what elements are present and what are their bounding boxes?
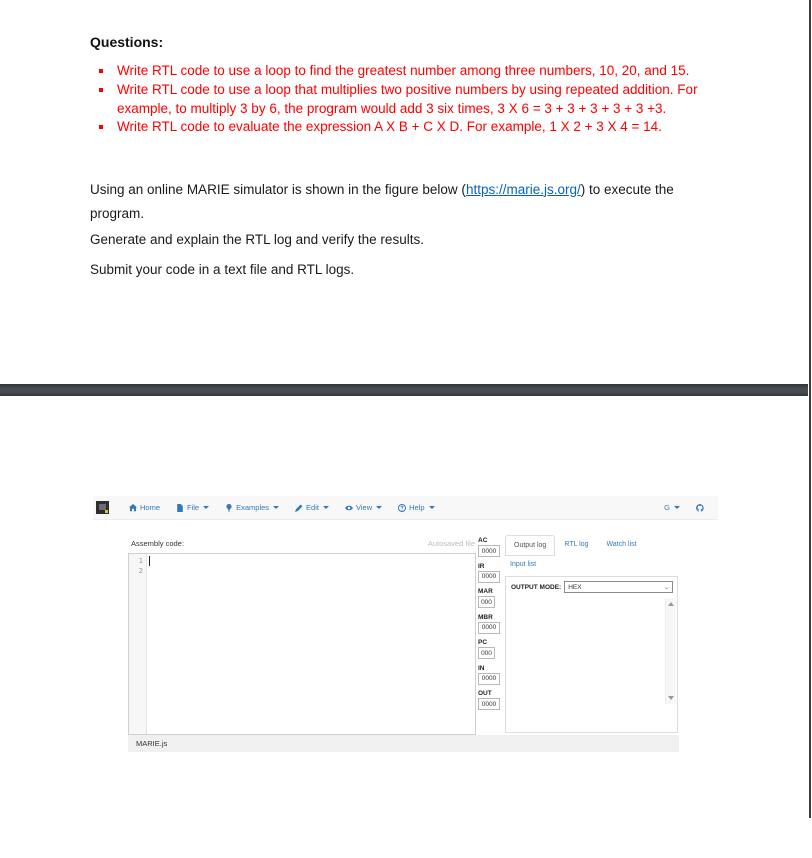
register-out — [478, 690, 502, 710]
assembly-code-editor[interactable] — [128, 553, 476, 735]
chevron-down-icon — [674, 506, 680, 509]
paragraph-submit-code: Submit your code in a text file and RTL logs. — [90, 261, 355, 277]
log-tabs — [505, 535, 678, 556]
lightbulb-icon — [225, 504, 233, 512]
github-link[interactable] — [688, 496, 712, 520]
text-cursor — [149, 556, 150, 566]
pencil-icon — [295, 504, 303, 512]
bullet-marker-icon — [99, 69, 103, 73]
nav-item-label: Examples — [236, 503, 270, 512]
register-ir — [478, 563, 502, 583]
scroll-up-icon[interactable] — [668, 602, 674, 606]
bullet-text: Write RTL code to evaluate the expression A X B + C X D. For example, 1 X 2 + 3 X 4 = 14. — [117, 119, 662, 135]
chevron-down-icon — [429, 506, 435, 509]
paragraph-generate-rtl: Generate and explain the RTL log and verify the results. — [90, 231, 424, 247]
output-mode-label: OUTPUT MODE: — [511, 583, 562, 591]
register-label: MBR — [478, 613, 493, 621]
output-log-panel — [505, 576, 678, 733]
bullet-text: Write RTL code to use a loop to find the greatest number among three numbers, 10, 20, and 15. — [117, 63, 690, 78]
register-value-field[interactable]: 0000 — [478, 622, 500, 634]
register-label: IN — [478, 664, 485, 672]
nav-item-home[interactable] — [121, 496, 168, 520]
chevron-down-icon — [203, 506, 209, 509]
register-label: PC — [478, 639, 488, 646]
register-value-field[interactable]: 000 — [478, 596, 495, 608]
register-mbr — [478, 614, 502, 634]
output-mode-select[interactable] — [564, 581, 673, 593]
footer-brand: MARIE.js — [136, 739, 168, 748]
nav-item-label: View — [355, 503, 373, 512]
log-panel-column — [505, 535, 678, 591]
paragraph-marie-simulator — [90, 178, 730, 226]
output-mode-value: HEX — [568, 583, 582, 591]
register-value-field[interactable]: 0000 — [478, 571, 500, 583]
line-number: 2 — [138, 567, 143, 575]
register-value-field[interactable]: 0000 — [478, 545, 500, 557]
input-list-link[interactable]: Input list — [510, 561, 537, 568]
paragraph-text: ) to execute the program. — [90, 181, 674, 221]
register-value-field[interactable]: 0000 — [478, 673, 500, 685]
questions-list — [98, 62, 716, 137]
paragraph-text: Using an online MARIE simulator is shown in the figure below ( — [90, 181, 466, 197]
bullet-marker-icon — [99, 88, 103, 92]
registers-column — [478, 537, 502, 716]
list-item — [98, 81, 716, 119]
help-icon — [398, 504, 406, 512]
bullet-text: Write RTL code to use a loop that multiplies two positive numbers by using repeated addition. For example, to multiply 3 by 6, the program would add 3 six times, 3 X 6 = 3 + 3 + 3 + 3 + 3 +3. — [117, 81, 698, 116]
register-label: AC — [478, 537, 488, 544]
language-label: G — [664, 503, 670, 512]
nav-item-file[interactable] — [168, 496, 217, 520]
autosave-status: Autosaved file — [427, 539, 475, 548]
code-area[interactable] — [147, 554, 475, 734]
window-edge-line — [809, 0, 811, 818]
nav-item-view[interactable] — [337, 496, 390, 520]
chevron-down-icon — [323, 506, 329, 509]
register-in — [478, 665, 502, 685]
language-menu[interactable] — [656, 496, 688, 520]
navbar-right — [656, 496, 718, 520]
marie-simulator-screenshot — [93, 496, 718, 752]
editor-header — [131, 539, 475, 548]
register-pc — [478, 639, 502, 659]
nav-item-label: Help — [409, 503, 425, 512]
page-break-bar — [0, 384, 808, 396]
nav-item-label: Home — [140, 503, 161, 512]
register-value-field[interactable]: 0000 — [478, 698, 500, 710]
tab-watch-list[interactable]: Watch list — [606, 541, 637, 548]
nav-item-examples[interactable] — [217, 496, 287, 520]
marie-footer — [128, 735, 679, 752]
line-number: 1 — [138, 557, 143, 565]
list-item — [98, 62, 716, 81]
list-item — [98, 118, 716, 137]
marie-logo[interactable] — [96, 501, 109, 514]
output-mode-row — [511, 581, 673, 593]
bullet-marker-icon — [99, 125, 103, 129]
nav-item-edit[interactable] — [287, 496, 337, 520]
register-label: MAR — [478, 588, 493, 595]
line-number-gutter — [129, 554, 147, 734]
tab-rtl-log[interactable]: RTL log — [564, 541, 589, 548]
register-label: OUT — [478, 690, 492, 697]
register-value-field[interactable]: 000 — [478, 647, 495, 659]
chevron-down-icon — [376, 506, 382, 509]
scroll-down-icon[interactable] — [668, 696, 674, 700]
home-icon — [129, 504, 137, 512]
questions-heading: Questions: — [90, 34, 164, 50]
register-ac — [478, 537, 502, 557]
register-mar — [478, 588, 502, 608]
nav-item-help[interactable] — [390, 496, 442, 520]
file-icon — [176, 504, 184, 512]
nav-item-label: Edit — [306, 503, 319, 512]
output-log-area[interactable] — [507, 598, 676, 704]
register-label: IR — [478, 562, 485, 570]
chevron-down-icon — [273, 506, 279, 509]
select-caret-icon: ⌄ — [663, 584, 669, 591]
scrollbar[interactable] — [665, 598, 676, 704]
marie-js-link[interactable]: https://marie.js.org/ — [465, 181, 581, 197]
assembly-code-label: Assembly code: — [131, 539, 184, 548]
nav-item-label: File — [187, 503, 200, 512]
marie-navbar — [93, 496, 718, 520]
tab-output-log[interactable]: Output log — [505, 535, 555, 556]
github-icon — [696, 504, 704, 512]
eye-icon — [345, 504, 353, 512]
marie-logo-dot — [105, 510, 108, 513]
